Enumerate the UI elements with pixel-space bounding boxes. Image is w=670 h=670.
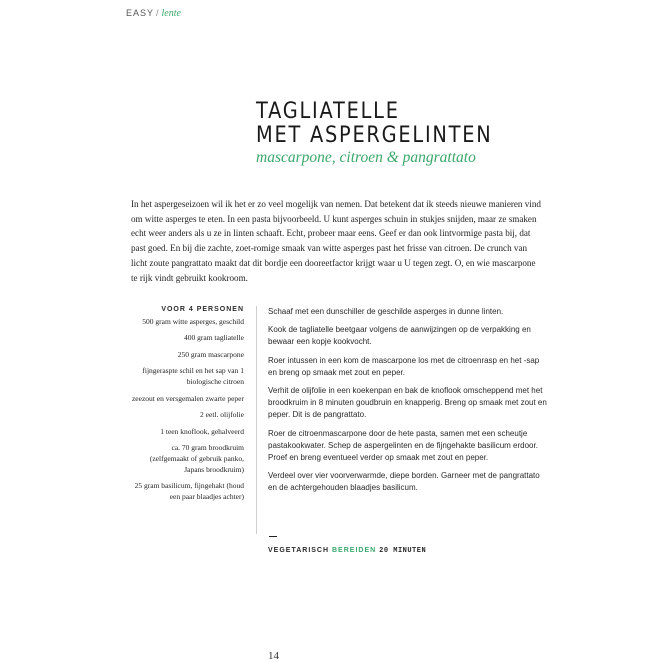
ingredient-item: 25 gram basilicum, fijngehakt (houd een paar blaadjes achter) (134, 481, 244, 501)
ingredient-item: 1 teen knoflook, gehalveerd (160, 426, 244, 436)
method-step: Schaaf met een dunschiller de geschilde asperges in dunne linten. (268, 307, 504, 316)
intro-paragraph: In het aspergeseizoen wil ik het er zo veel mogelijk van nemen. Dat betekent dat ik steeds nieuwe manieren vind om witte asperges te eten. In een pasta bijvoorbeeld. U kunt asperges schuin in stukjes snijden, maar ze smaken echt weer anders als u ze in linten schaaft. Echt, probeer maar eens. Geef er dan ook lintvormige pasta bij, dat past goed. En bij die zachte, zoet-romige smaak van witte asperges past het frisse van citroen. De crunch van licht zoute pangrattato maakt dat dit bordje een dooreetfactor krijgt waar u U tegen zegt. O, en wie mascarpone te rijk vindt gebruikt kookroom. (131, 199, 541, 283)
ingredient-item: 2 eetl. olijfolie (200, 410, 244, 420)
ingredient-item: 400 gram tagliatelle (184, 333, 244, 343)
ingredient-item: zeezout en versgemalen zwarte peper (131, 393, 244, 403)
recipe-subtitle: mascarpone, citroen & pangrattato (256, 149, 476, 166)
column-divider (256, 306, 257, 534)
method-steps (268, 306, 548, 501)
ingredient-item: 250 gram mascarpone (177, 349, 244, 359)
section-label: EASY (126, 8, 155, 18)
ingredient-item: ca. 70 gram broodkruim (zelfgemaakt of gebruik panko, Japans broodkruim) (149, 443, 244, 474)
servings-heading: VOOR 4 PERSONEN (161, 306, 244, 313)
season-label: lente (161, 8, 181, 19)
recipe-footer (268, 547, 426, 555)
prep-time: 20 MINUTEN (379, 547, 427, 555)
ingredient-item: 500 gram witte asperges, geschild (142, 316, 244, 326)
method-step: Verdeel over vier voorverwarmde, diepe borden. Garneer met de pangrattato en de achtergehouden blaadjes basilicum. (268, 471, 540, 493)
recipe-title-line-2: MET ASPERGELINTEN (256, 123, 493, 148)
prep-label: BEREIDEN (332, 547, 377, 554)
ingredients-list (131, 305, 244, 508)
recipe-title-line-1: TAGLIATELLE (256, 99, 400, 124)
section-separator: / (156, 8, 160, 18)
page-number: 14 (268, 650, 279, 662)
section-tag (126, 8, 181, 19)
footer-rule (269, 536, 277, 537)
method-step: Verhit de olijfolie in een koekenpan en bak de knoflook omscheppend met het broodkruim in 8 minuten goudbruin en knapperig. Breng op smaak met zout en peper. Dit is de pangrattato. (268, 386, 547, 420)
recipe-title-block (256, 100, 556, 167)
method-step: Roer de citroenmascarpone door de hete pasta, samen met een scheutje pastakookwater. Schep de aspergelinten en de fijngehakte basilicum erdoor. Proef en breng eventueel verder op smaak met zout en peper. (268, 428, 538, 463)
category-label: VEGETARISCH (268, 547, 330, 554)
ingredient-item: fijngeraspte schil en het sap van 1 biologische citroen (142, 366, 244, 386)
method-step: Roer intussen in een kom de mascarpone los met de citroenrasp en het -sap en breng op smaak met zout en peper. (268, 355, 540, 377)
method-step: Kook de tagliatelle beetgaar volgens de aanwijzingen op de verpakking en bewaar een kopje kookvocht. (268, 325, 531, 347)
